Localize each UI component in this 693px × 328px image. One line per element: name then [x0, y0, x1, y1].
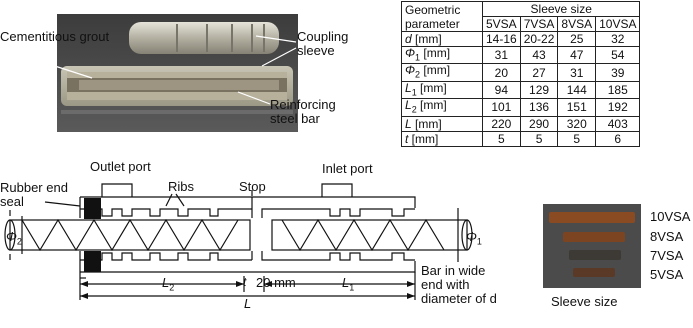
photo-size-10vsa: 10VSA — [650, 209, 691, 224]
value-cell: 27 — [520, 64, 558, 81]
photo-caption-sleeve-size: Sleeve size — [551, 294, 618, 309]
header-size-10vsa: 10VSA — [596, 17, 640, 32]
table-row — [402, 116, 640, 131]
label-phi1: $\Phi_1$ — [466, 229, 482, 247]
label-bar-note: Bar in wide end with diameter of d — [421, 263, 497, 306]
ribs-leader-1 — [166, 194, 172, 206]
geometric-parameter-table — [401, 1, 640, 147]
value-cell: 320 — [558, 116, 596, 131]
label-L2: $L_2$ — [162, 275, 175, 293]
leader-grout — [30, 58, 92, 78]
value-cell: 290 — [520, 116, 558, 131]
value-cell: 94 — [483, 81, 521, 98]
bore-bottom-right — [252, 251, 415, 260]
param-cell: $\Phi_1$ [mm] — [402, 47, 483, 64]
label-L1: $L_1$ — [342, 275, 355, 293]
inlet-port-shape — [322, 184, 352, 197]
bore-top-left — [80, 209, 252, 216]
value-cell: 129 — [520, 81, 558, 98]
value-cell: 47 — [558, 47, 596, 64]
value-cell: 101 — [483, 99, 521, 116]
header-size-8vsa: 8VSA — [558, 17, 596, 32]
sleeve-outer-bottom — [80, 261, 415, 272]
label-phi2: $\Phi_2$ — [6, 229, 22, 247]
param-cell: t [mm] — [402, 131, 483, 146]
value-cell: 144 — [558, 81, 596, 98]
sleeve-size-image — [543, 204, 641, 288]
value-cell: 185 — [596, 81, 640, 98]
label-inlet-port: Inlet port — [322, 161, 373, 176]
arrow-L1-right — [407, 281, 415, 287]
outlet-port-shape — [102, 184, 132, 197]
label-rubber-end-seal: Rubber end seal — [0, 180, 68, 209]
table-row — [402, 131, 640, 146]
value-cell: 31 — [483, 47, 521, 64]
table-row — [402, 99, 640, 116]
rubber-seal-top — [84, 198, 101, 219]
header-size-7vsa: 7VSA — [520, 17, 558, 32]
param-cell: $L_1$ [mm] — [402, 81, 483, 98]
right-bar-zigzag — [282, 220, 444, 250]
label-coupling-sleeve: Coupling sleeve — [297, 29, 349, 58]
ribs-leader-2 — [176, 194, 184, 206]
left-bar — [10, 220, 250, 250]
photo-leader-lines — [0, 0, 400, 150]
table-row — [402, 64, 640, 81]
leader-bar — [238, 92, 270, 104]
value-cell: 403 — [596, 116, 640, 131]
table-row — [402, 47, 640, 64]
value-cell: 192 — [596, 99, 640, 116]
param-cell: $\Phi_2$ [mm] — [402, 64, 483, 81]
value-cell: 43 — [520, 47, 558, 64]
arrow-L-left — [80, 293, 88, 299]
value-cell: 14-16 — [483, 32, 521, 47]
value-cell: 5 — [520, 131, 558, 146]
label-cementitious-grout: Cementitious grout — [0, 29, 110, 44]
value-cell: 20-22 — [520, 32, 558, 47]
label-gap: 20 mm — [256, 275, 296, 290]
label-ribs: Ribs — [168, 179, 195, 194]
value-cell: 39 — [596, 64, 640, 81]
label-t: t — [243, 275, 247, 289]
value-cell: 151 — [558, 99, 596, 116]
value-cell: 6 — [596, 131, 640, 146]
value-cell: 32 — [596, 32, 640, 47]
header-geometric-parameter: Geometric parameter — [402, 2, 483, 32]
table-header-row — [402, 2, 640, 17]
sleeve-size-photo — [543, 204, 641, 288]
sleeve-outer-top — [80, 197, 415, 208]
value-cell: 54 — [596, 47, 640, 64]
param-cell: $L_2$ [mm] — [402, 99, 483, 116]
param-cell: L [mm] — [402, 116, 483, 131]
photo-size-8vsa: 8VSA — [650, 229, 684, 244]
leader-sleeve — [256, 36, 296, 42]
table-body — [402, 32, 640, 147]
left-bar-zigzag — [22, 220, 238, 250]
table-row — [402, 32, 640, 47]
arrow-L-right — [407, 293, 415, 299]
param-cell: d [mm] — [402, 32, 483, 47]
label-stop: Stop — [239, 179, 266, 194]
header-size-5vsa: 5VSA — [483, 17, 521, 32]
value-cell: 220 — [483, 116, 521, 131]
value-cell: 25 — [558, 32, 596, 47]
label-outlet-port: Outlet port — [90, 159, 151, 174]
value-cell: 5 — [483, 131, 521, 146]
photo-size-7vsa: 7VSA — [650, 248, 684, 263]
photo-size-5vsa: 5VSA — [650, 267, 684, 282]
value-cell: 20 — [483, 64, 521, 81]
header-sleeve-size: Sleeve size — [483, 2, 640, 17]
arrow-L2-left — [80, 281, 88, 287]
label-L: L — [244, 296, 252, 311]
value-cell: 136 — [520, 99, 558, 116]
value-cell: 31 — [558, 64, 596, 81]
table-row — [402, 81, 640, 98]
bore-top-right — [252, 209, 415, 218]
value-cell: 5 — [558, 131, 596, 146]
bore-bottom-left — [80, 253, 252, 260]
label-reinforcing-bar: Reinforcing steel bar — [270, 97, 336, 126]
rubber-seal-bottom — [84, 251, 101, 272]
leader-sleeve-2 — [262, 48, 296, 66]
